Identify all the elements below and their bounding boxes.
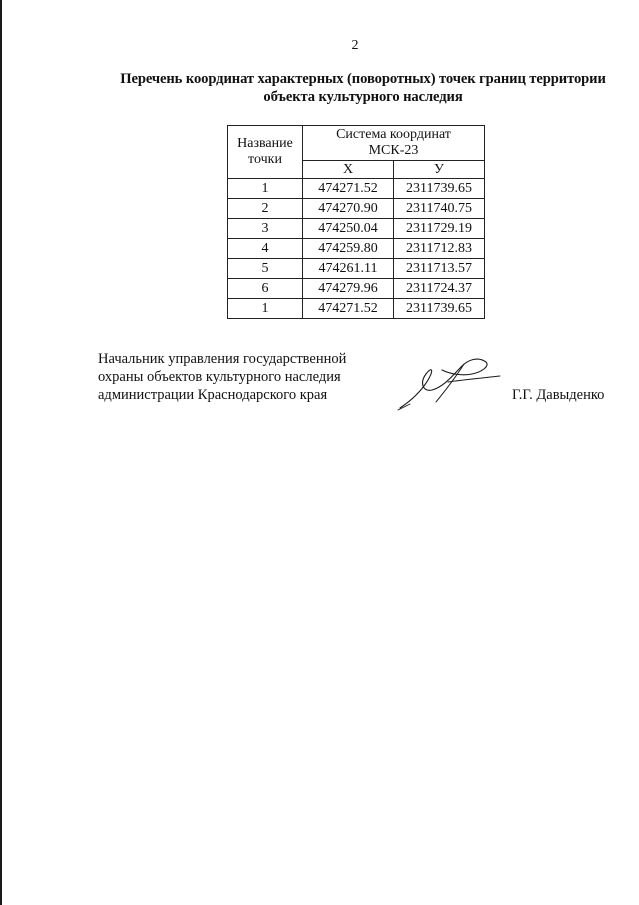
table-row — [228, 239, 485, 259]
handwritten-signature — [392, 352, 502, 412]
document-title-line-2: объекта культурного наследия — [263, 89, 463, 105]
cell-x: 474259.80 — [303, 239, 394, 259]
cell-point: 3 — [228, 219, 303, 239]
cell-x: 474279.96 — [303, 279, 394, 299]
table-row — [228, 279, 485, 299]
cell-x: 474271.52 — [303, 299, 394, 319]
cell-point: 4 — [228, 239, 303, 259]
header-point-name: Название точки — [228, 126, 303, 179]
table-row — [228, 299, 485, 319]
signer-position-line-2: охраны объектов культурного наследия — [98, 369, 341, 385]
cell-point: 5 — [228, 259, 303, 279]
cell-point: 1 — [228, 299, 303, 319]
cell-y: 2311713.57 — [394, 259, 485, 279]
cell-y: 2311739.65 — [394, 179, 485, 199]
cell-point: 1 — [228, 179, 303, 199]
header-y: У — [394, 161, 485, 179]
document-title-line-1: Перечень координат характерных (поворотных) точек границ территории — [120, 71, 606, 87]
page-number: 2 — [351, 38, 359, 53]
signer-position-line-1: Начальник управления государственной — [98, 351, 347, 367]
cell-y: 2311724.37 — [394, 279, 485, 299]
cell-point: 2 — [228, 199, 303, 219]
document-title — [90, 70, 636, 106]
cell-x: 474271.52 — [303, 179, 394, 199]
signer-position-line-3: администрации Краснодарского края — [98, 387, 328, 403]
table-row — [228, 259, 485, 279]
cell-x: 474270.90 — [303, 199, 394, 219]
header-x: Х — [303, 161, 394, 179]
cell-x: 474261.11 — [303, 259, 394, 279]
coordinates-table — [227, 125, 485, 319]
scan-edge-border — [0, 0, 2, 905]
header-coordinate-system: Система координат МСК-23 — [303, 126, 485, 161]
cell-y: 2311729.19 — [394, 219, 485, 239]
table-row — [228, 179, 485, 199]
cell-y: 2311740.75 — [394, 199, 485, 219]
table-row — [228, 199, 485, 219]
cell-y: 2311739.65 — [394, 299, 485, 319]
cell-x: 474250.04 — [303, 219, 394, 239]
signer-name: Г.Г. Давыденко — [512, 387, 605, 403]
cell-y: 2311712.83 — [394, 239, 485, 259]
cell-point: 6 — [228, 279, 303, 299]
signer-position — [98, 350, 346, 404]
table-row — [228, 219, 485, 239]
